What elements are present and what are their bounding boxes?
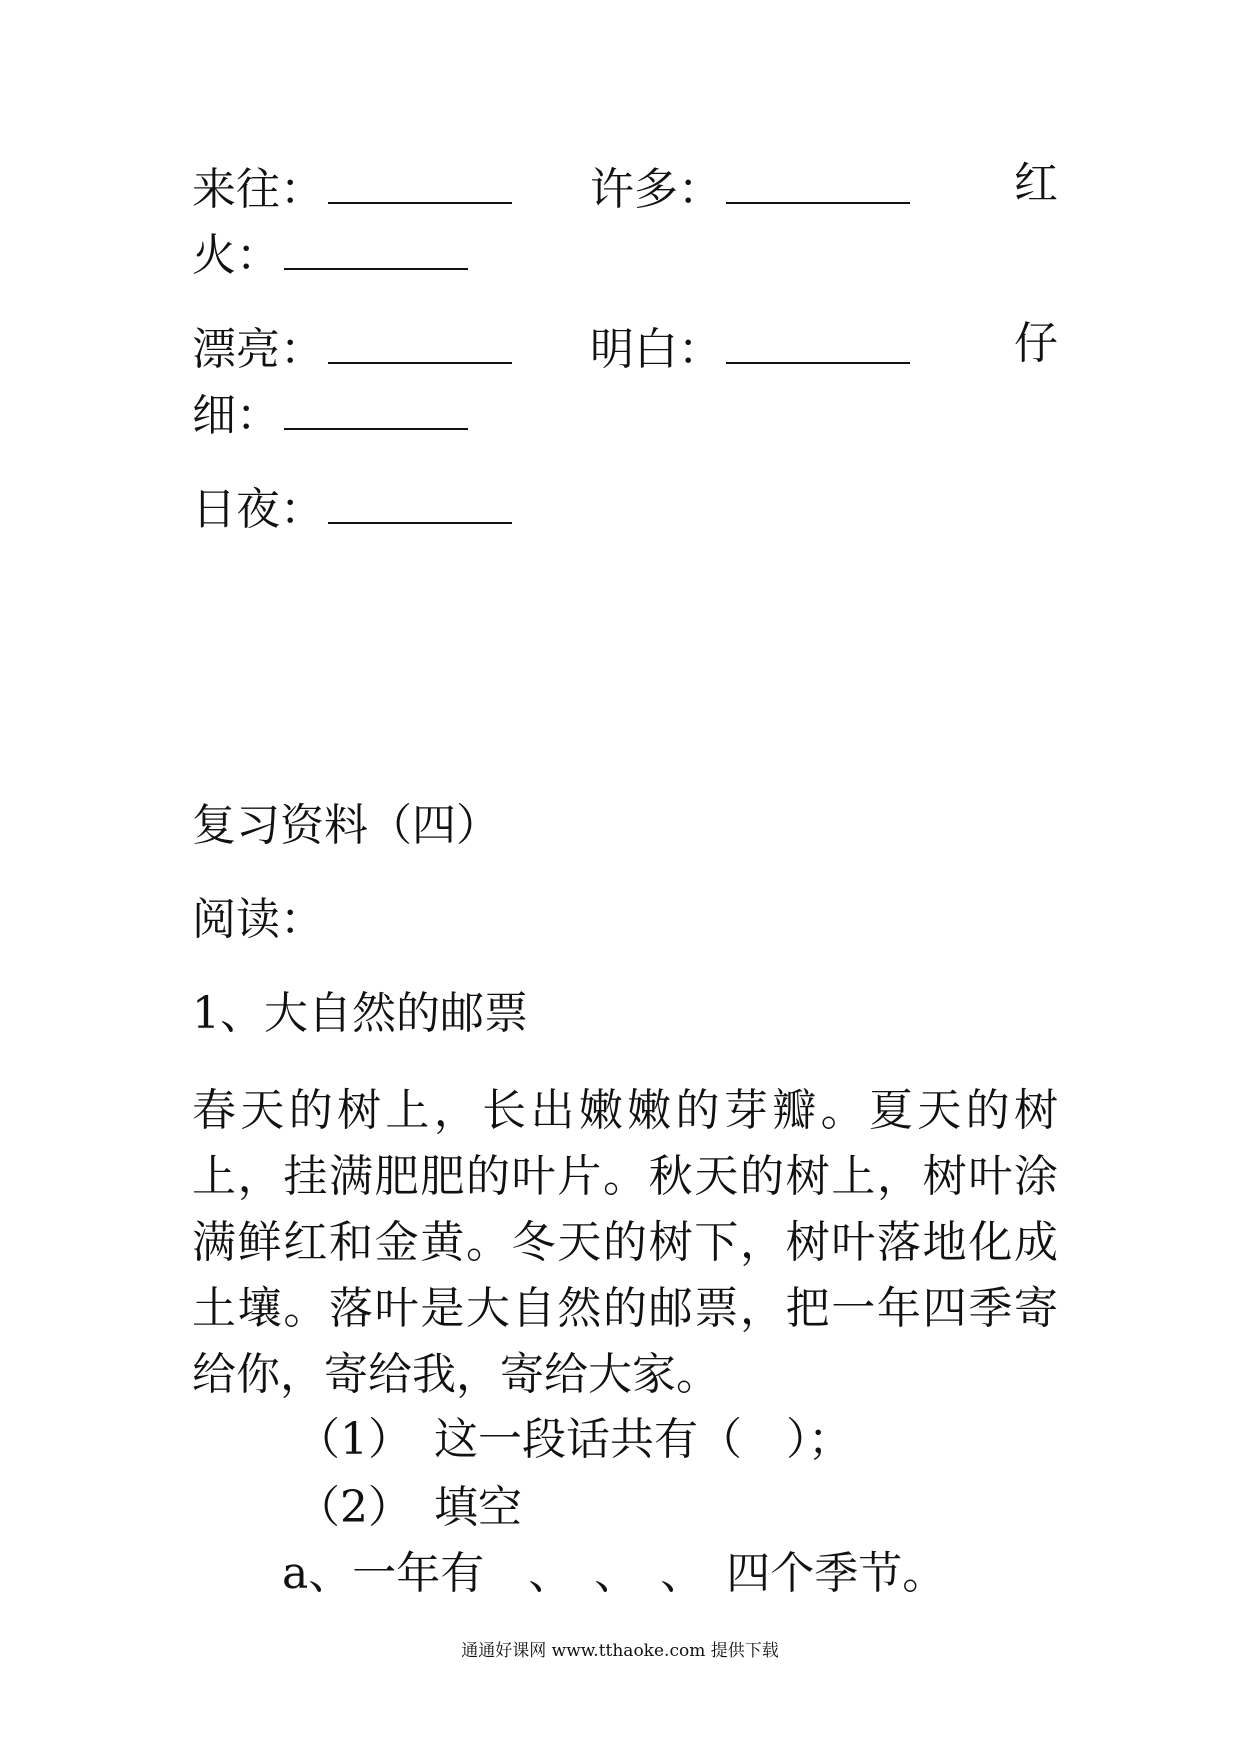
vocab-row-1-wrap <box>192 228 468 281</box>
section-title: 复习资料（四） <box>192 800 500 851</box>
vocab-label: 火： <box>192 230 280 281</box>
answer-blank[interactable] <box>726 322 910 364</box>
vocab-label-wrap: 红 <box>1014 158 1058 209</box>
vocab-label: 日夜： <box>192 484 324 535</box>
vocab-label: 漂亮： <box>192 324 324 375</box>
answer-blank[interactable] <box>328 482 512 524</box>
vocab-row-2-wrap <box>192 388 468 441</box>
answer-blank[interactable] <box>284 388 468 430</box>
vocab-label: 明白： <box>590 324 722 375</box>
passage-text: 春天的树上，长出嫩嫩的芽瓣。夏天的树上，挂满肥肥的叶片。秋天的树上，树叶涂满鲜红和金黄。冬天的树下，树叶落地化成土壤。落叶是大自然的邮票，把一年四季寄给你，寄给我，寄给大家。 <box>192 1085 1058 1400</box>
vocab-row-2 <box>192 318 1058 375</box>
vocab-row-1 <box>192 158 1058 215</box>
vocab-item <box>590 322 910 375</box>
vocab-label: 来往： <box>192 164 324 215</box>
answer-blank[interactable] <box>328 322 512 364</box>
answer-blank[interactable] <box>328 162 512 204</box>
question-1: （1） 这一段话共有（ ）； <box>296 1414 852 1465</box>
vocab-row-3 <box>192 482 512 535</box>
vocab-label-wrap: 仔 <box>1014 318 1058 369</box>
answer-blank[interactable] <box>726 162 910 204</box>
passage-title: 1、大自然的邮票 <box>192 988 528 1039</box>
question-2: （2） 填空 <box>296 1482 522 1533</box>
question-2a: a、一年有 、 、 、 四个季节。 <box>282 1548 947 1599</box>
reading-label: 阅读： <box>192 894 324 945</box>
answer-blank[interactable] <box>284 228 468 270</box>
vocab-label: 许多： <box>590 164 722 215</box>
vocab-item <box>590 162 910 215</box>
vocab-label: 细： <box>192 390 280 441</box>
page-footer: 通通好课网 www.tthaoke.com 提供下载 <box>461 1641 779 1661</box>
